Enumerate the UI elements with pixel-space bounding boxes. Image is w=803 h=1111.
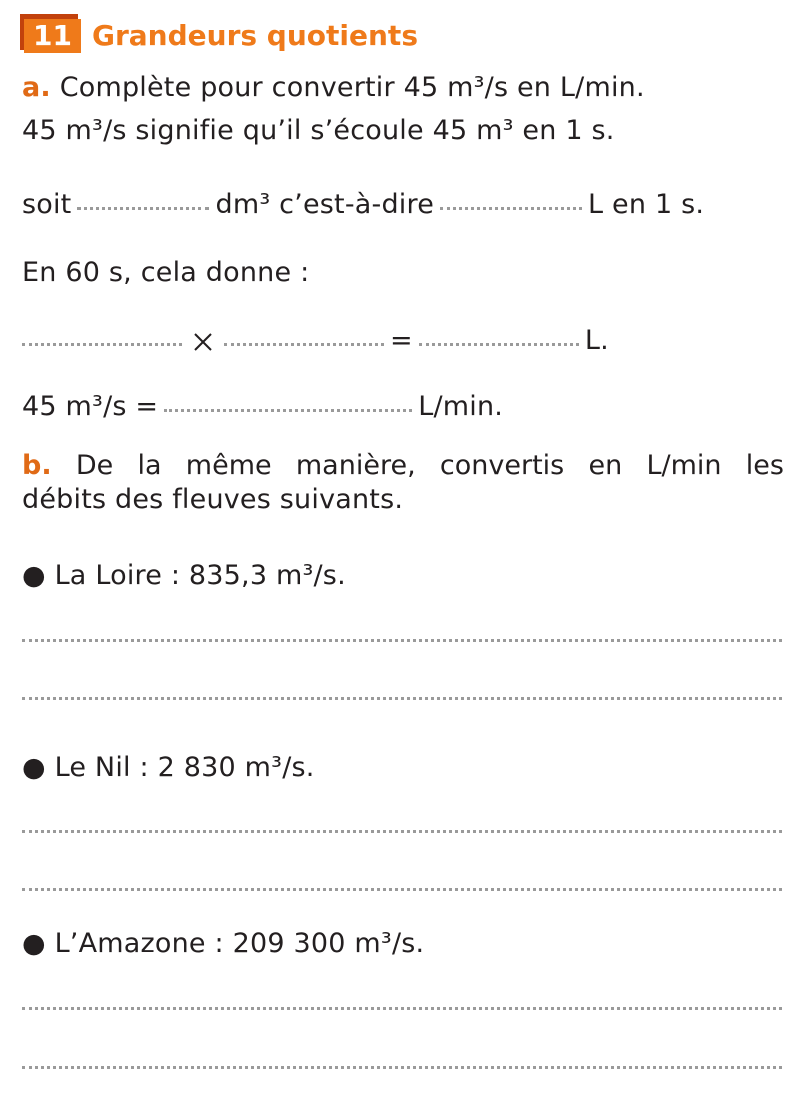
part-b-word: manière, [295,450,416,481]
river-text: Le Nil : 2 830 m³/s. [54,752,315,783]
exercise-title: Grandeurs quotients [92,19,418,52]
answer-line[interactable] [22,830,782,833]
river-text: L’Amazone : 209 300 m³/s. [54,928,425,959]
bullet-icon: ● [22,752,46,783]
answer-blank-product[interactable] [419,343,579,346]
answer-blank-liters[interactable] [440,207,582,210]
bullet-icon: ● [22,560,46,591]
result-line [22,390,503,424]
multiply-icon [192,331,214,353]
result-suffix: L/min. [418,391,504,422]
exercise-number-badge: 11 [24,19,81,53]
answer-line[interactable] [22,888,782,891]
part-a-instruction-text: Complète pour convertir 45 m³/s en L/min. [59,72,645,103]
river-item-loire [22,559,346,593]
answer-line[interactable] [22,697,782,700]
river-item-amazone [22,927,424,961]
answer-line[interactable] [22,639,782,642]
l-end-text: L. [584,325,609,356]
result-prefix: 45 m³/s = [22,391,159,422]
part-b-instruction-line1 [22,449,784,483]
part-a-instruction [22,71,645,105]
river-text: La Loire : 835,3 m³/s. [54,560,346,591]
part-b-word: la [137,450,162,481]
part-b-word: De [75,450,114,481]
part-b-word: en [588,450,623,481]
answer-blank-result[interactable] [164,409,412,412]
dm3-text: dm³ c’est-à-dire [215,189,435,220]
part-a-soit-line [22,188,704,222]
part-b-word: convertis [439,450,565,481]
answer-blank-dm3[interactable] [77,207,209,210]
part-b-label: b. [22,450,52,481]
answer-line[interactable] [22,1066,782,1069]
part-b-word: même [185,450,272,481]
part-b-word: L/min [646,450,722,481]
multiplication-line [22,324,609,358]
part-b-word: les [745,450,784,481]
en-60s-text: En 60 s, cela donne : [22,257,310,288]
soit-text: soit [22,189,72,220]
part-b-instruction-line2: débits des fleuves suivants. [22,484,404,515]
river-item-nil [22,751,315,785]
equals-sign: = [390,325,413,356]
part-a-label: a. [22,72,51,103]
answer-blank-factor-2[interactable] [224,343,384,346]
bullet-icon: ● [22,928,46,959]
l-en-1s-text: L en 1 s. [588,189,705,220]
answer-line[interactable] [22,1007,782,1010]
answer-blank-factor-1[interactable] [22,343,182,346]
part-a-line2: 45 m³/s signifie qu’il s’écoule 45 m³ en 1 s. [22,115,615,146]
